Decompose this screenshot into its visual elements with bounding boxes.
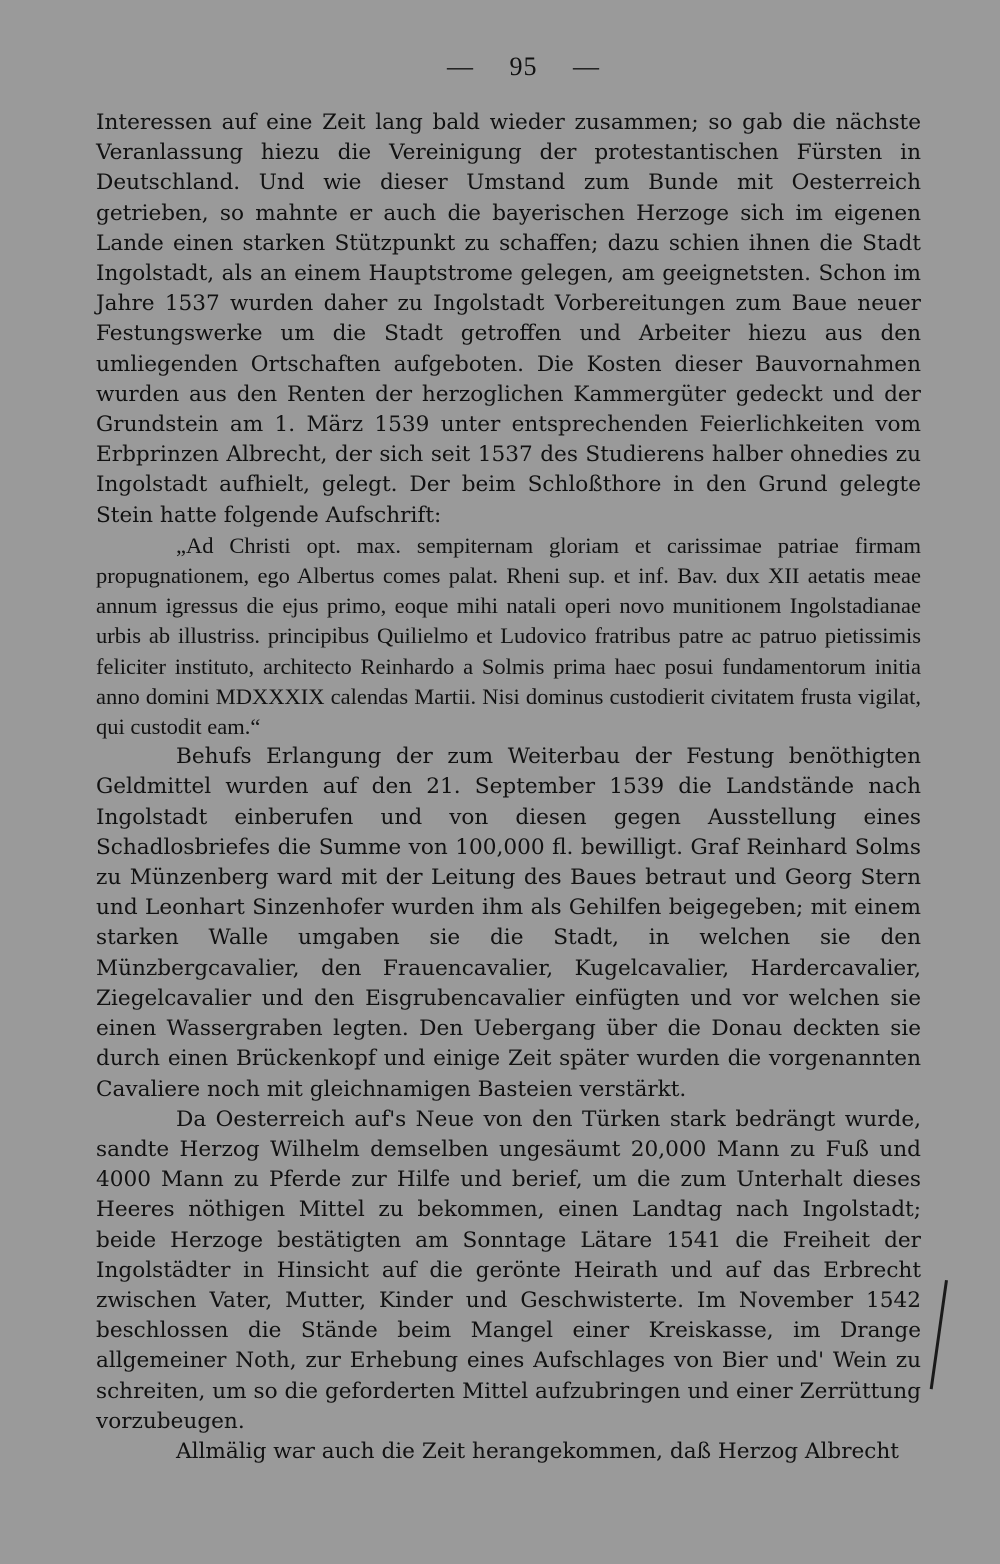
page-header xyxy=(96,52,921,82)
paragraph-fortifications: Interessen auf eine Zeit lang bald wieder zusammen; so gab die nächste Veranlassung hiezu die Vereinigung der protestantischen Fürsten in Deutschland. Und wie dieser Umstand zum Bunde mit Oesterreich getrieben, so mahnte er auch die bayerischen Herzoge sich im eigenen Lande einen starken Stützpunkt zu schaffen; dazu schien ihnen die Stadt Ingolstadt, als an einem Hauptstrome gelegen, am geeignetsten. Schon im Jahre 1537 wurden daher zu Ingolstadt Vorbereitungen zum Baue neuer Festungswerke um die Stadt getroffen und Arbeiter hiezu aus den umliegenden Ortschaften aufgeboten. Die Kosten dieser Bauvornahmen wurden aus den Renten der herzoglichen Kammergüter gedeckt und der Grundstein am 1. März 1539 unter entsprechenden Feierlichkeiten vom Erbprinzen Albrecht, der sich seit 1537 des Studierens halber ohnedies zu Ingolstadt aufhielt, gelegt. Der beim Schloßthore in den Grund gelegte Stein hatte folgende Aufschrift: xyxy=(96,110,921,528)
margin-pencil-mark xyxy=(930,1280,948,1389)
paragraph-turks: Da Oesterreich auf's Neue von den Türken stark bedrängt wurde, sandte Herzog Wilhelm demselben ungesäumt 20,000 Mann zu Fuß und 4000 Mann zu Pferde zur Hilfe und berief, um die zum Unterhalt dieses Heeres nöthigen Mittel zu bekommen, einen Landtag nach Ingolstadt; beide Herzoge bestätigten am Sonntage Lätare 1541 die Freiheit der Ingolstädter in Hinsicht auf die gerönte Heirath und auf das Erbrecht zwischen Vater, Mutter, Kinder und Geschwisterte. Im November 1542 beschlossen die Stände beim Mangel einer Kreiskasse, im Drange allgemeiner Noth, zur Erhebung eines Aufschlages von Bier und' Wein zu schreiten, um so die geforderten Mittel aufzubringen und einer Zerrüttung vorzubeugen. xyxy=(96,1106,921,1434)
paragraph-funding: Behufs Erlangung der zum Weiterbau der Festung benöthigten Geldmittel wurden auf den 21. September 1539 die Landstände nach Ingolstadt einberufen und von diesen gegen Ausstellung eines Schadlosbriefes die Summe von 100,000 fl. bewilligt. Graf Reinhard Solms zu Münzenberg ward mit der Leitung des Baues betraut und Georg Stern und Leonhart Sinzenhofer wurden ihm als Gehilfen beigegeben; mit einem starken Walle umgaben sie die Stadt, in welchen sie den Münzbergcavalier, den Frauencavalier, Kugelcavalier, Hardercavalier, Ziegelcavalier und den Eisgrubencavalier einfügten und vor welchen sie einen Wassergraben legten. Den Uebergang über die Donau deckten sie durch einen Brückenkopf und einige Zeit später wurden die vorgenannten Cavaliere noch mit gleichnamigen Basteien verstärkt. xyxy=(96,744,921,1102)
paragraph-albrecht: Allmälig war auch die Zeit herangekommen, daß Herzog Albrecht xyxy=(176,1438,899,1464)
page-number: 95 xyxy=(509,52,538,81)
header-dash-left: — xyxy=(447,52,474,81)
header-dash-right: — xyxy=(573,52,600,81)
latin-inscription: „Ad Christi opt. max. sempiternam gloriam et carissimae patriae firmam propugnationem, ego Albertus comes palat. Rheni sup. et inf. Bav. dux XII aetatis meae annum igressus die ejus primo, eoque mihi natali operi novo munitionem Ingolstadianae urbis ab illustriss. principibus Quilielmo et Ludovico fratribus patre ac patruo pietissimis feliciter instituto, architecto Reinhardo a Solmis prima haec posui fundamentorum initia anno domini MDXXXIX calendas Martii. Nisi dominus custodierit civitatem frusta vigilat, qui custodit eam.“ xyxy=(96,532,921,740)
book-page xyxy=(96,52,921,1502)
